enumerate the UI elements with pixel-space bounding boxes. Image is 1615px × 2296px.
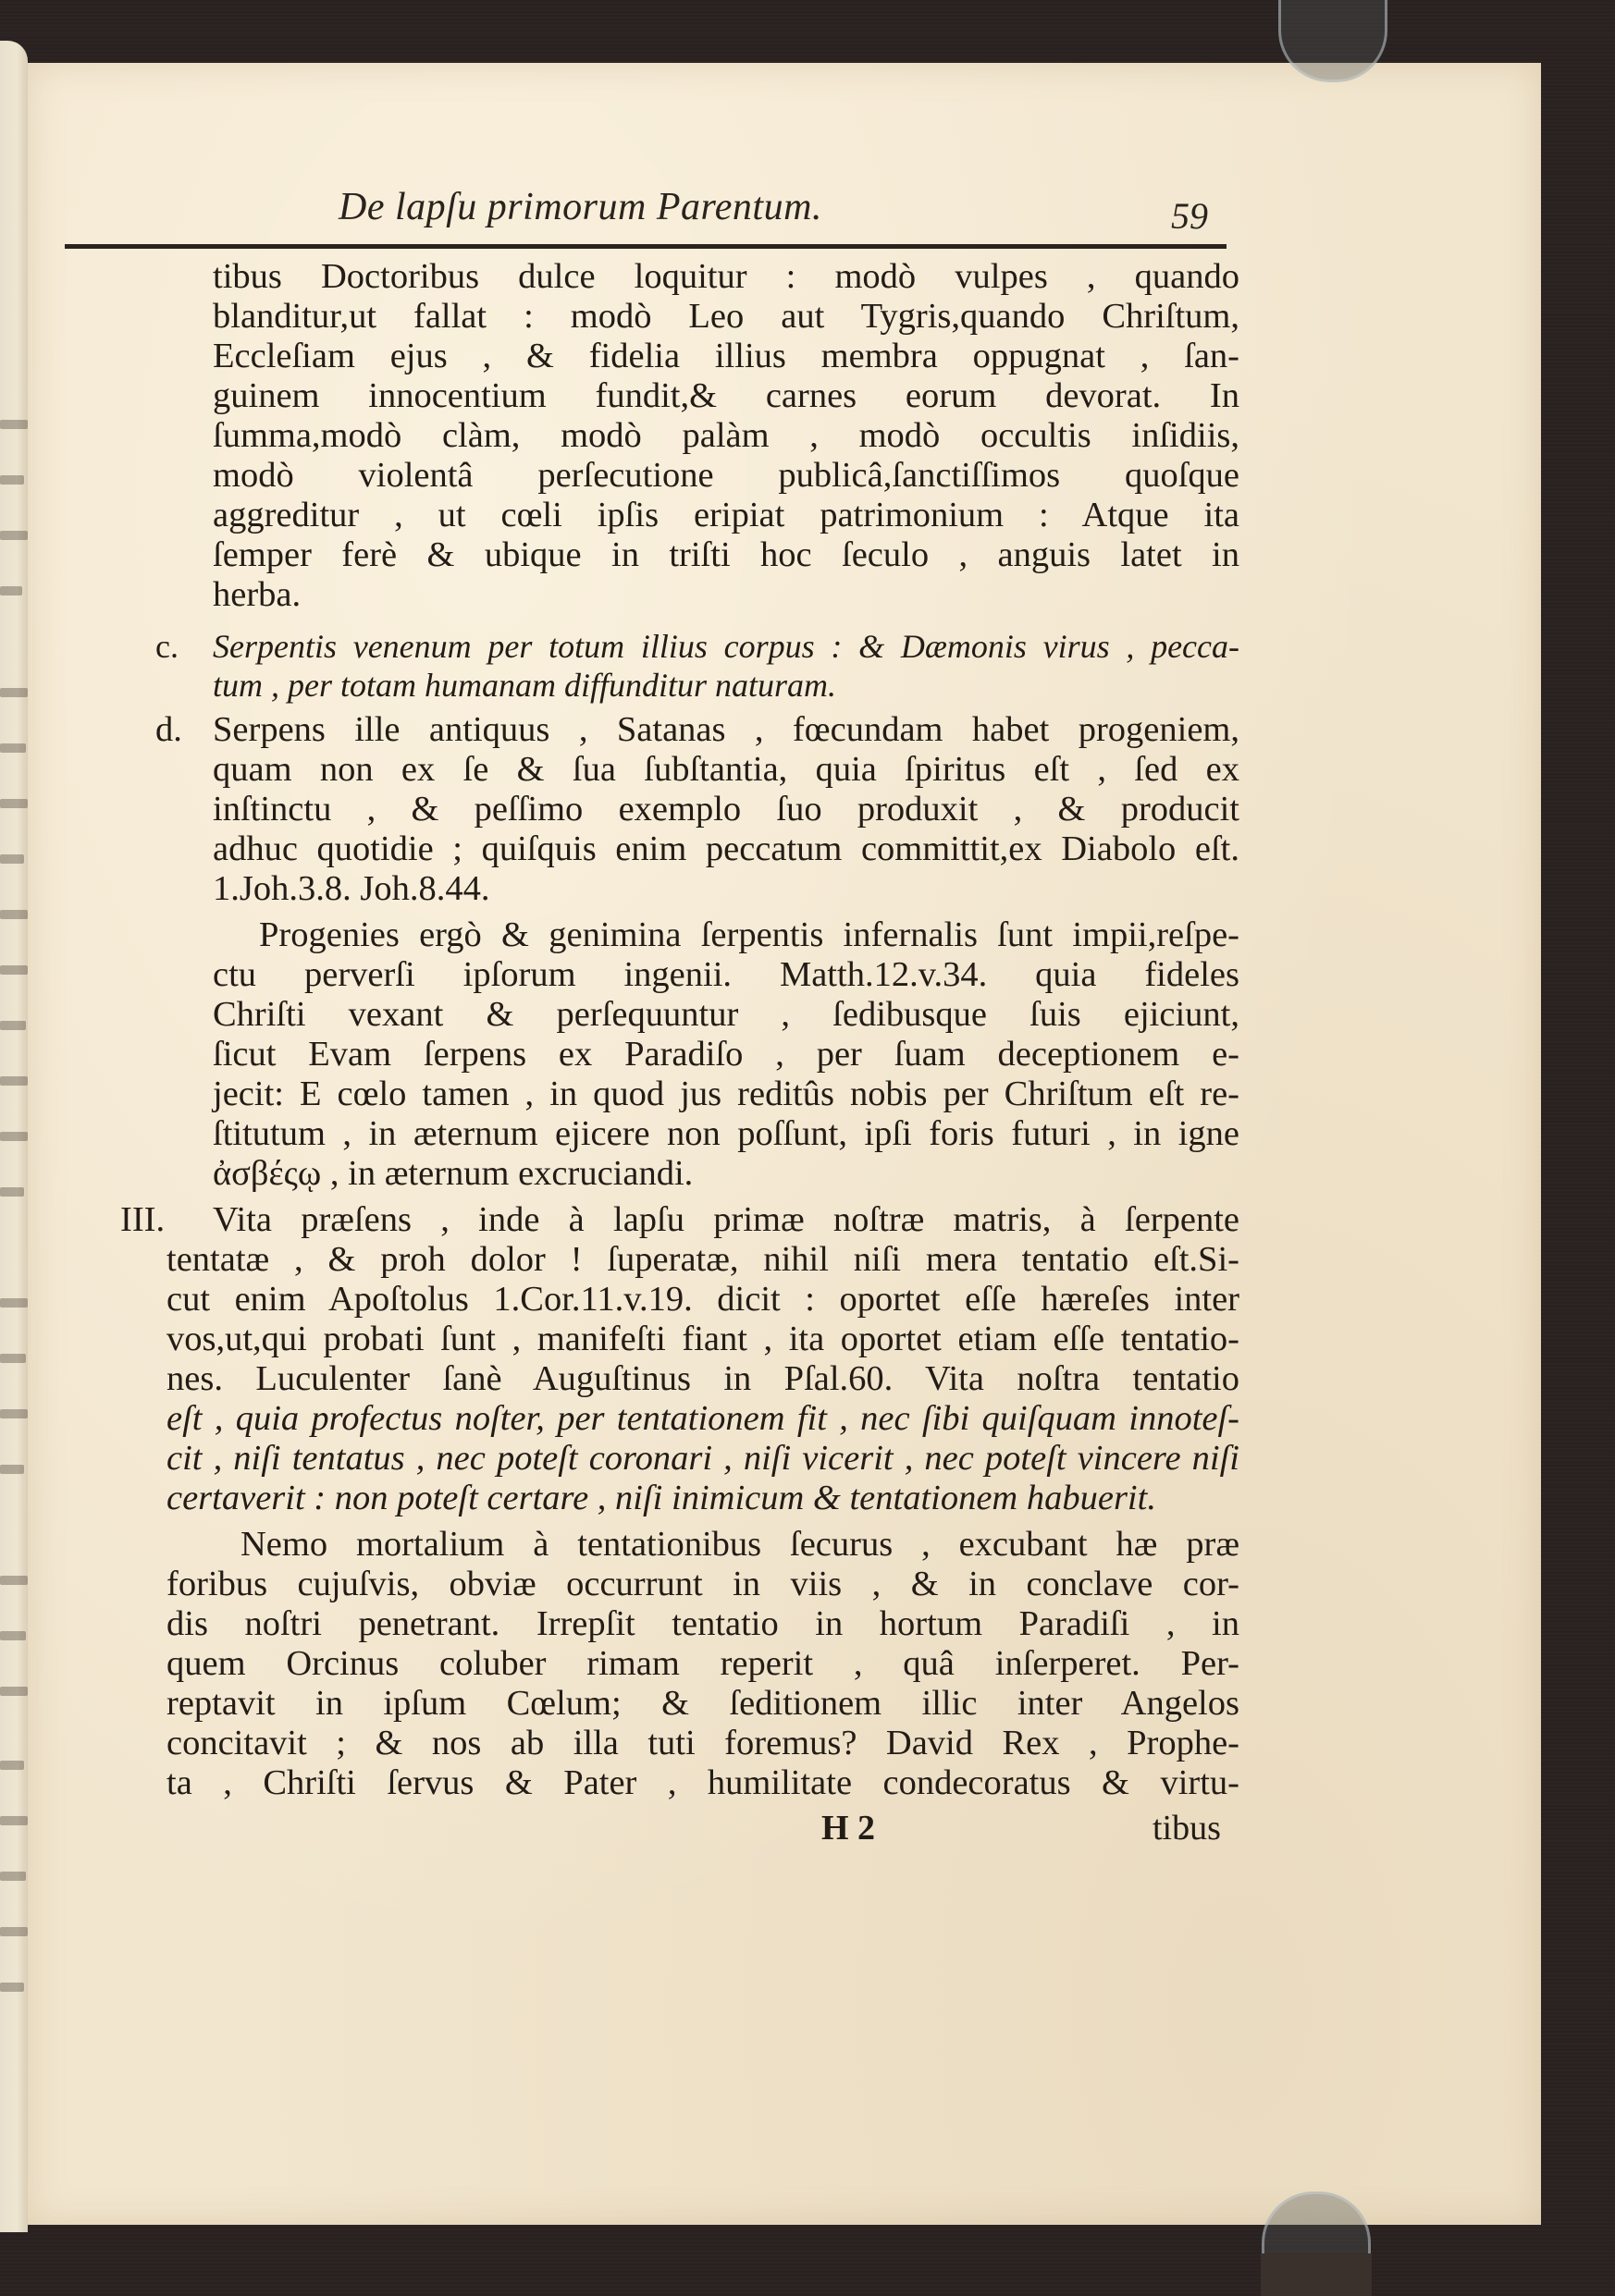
text-line: cut enim Apoſtolus 1.Cor.11.v.19. dicit : oportet eſſe hæreſes inter: [166, 1280, 1239, 1319]
ghost-text-line: [0, 1021, 26, 1030]
ghost-text-line: [0, 1761, 24, 1770]
text-line: Progenies ergò & genimina ſerpentis infernalis ſunt impii,reſpe-: [259, 915, 1239, 954]
ghost-text-line: [0, 1927, 28, 1936]
text-line: cit , niſi tentatus , nec poteſt coronari , niſi vicerit , nec poteſt vincere niſi: [166, 1439, 1239, 1478]
text-line: Serpentis venenum per totum illius corpus : & Dæmonis virus , pecca-: [213, 628, 1239, 665]
text-line: concitavit ; & nos ab illa tuti foremus? David Rex , Prophe-: [166, 1724, 1239, 1762]
text-line: aggreditur , ut cœli ipſis eripiat patrimonium : Atque ita: [213, 496, 1239, 534]
text-line: ta , Chriſti ſervus & Pater , humilitate condecoratus & virtu-: [166, 1763, 1239, 1802]
ghost-text-line: [0, 1687, 28, 1696]
text-line: reptavit in ipſum Cœlum; & ſeditionem illic inter Angelos: [166, 1684, 1239, 1723]
catchword: tibus: [1153, 1809, 1221, 1848]
clip-band: [1261, 2253, 1372, 2296]
text-line: certaverit : non poteſt certare , niſi inimicum & tentationem habuerit.: [166, 1479, 1156, 1517]
ghost-text-line: [0, 1076, 28, 1086]
text-line: eſt , quia profectus noſter, per tentationem fit , nec ſibi quiſquam innoteſ-: [166, 1399, 1239, 1438]
text-line: Nemo mortalium à tentationibus ſecurus , excubant hæ præ: [240, 1525, 1239, 1564]
text-line: ſtitutum , in æternum ejicere non poſſunt, ipſi foris futuri , in igne: [213, 1114, 1239, 1153]
ghost-text-line: [0, 688, 28, 697]
ghost-text-line: [0, 420, 28, 429]
text-line: ἀσβέςῳ , in æternum excruciandi.: [213, 1154, 694, 1193]
ghost-text-line: [0, 475, 24, 485]
text-line: Vita præſens , inde à lapſu primæ noſtræ matris, à ſerpente: [213, 1200, 1239, 1239]
section-marker-III: III.: [120, 1200, 166, 1239]
ghost-text-line: [0, 1298, 28, 1308]
ghost-text-line: [0, 1132, 28, 1141]
text-line: ctu perverſi ipſorum ingenii. Matth.12.v.34. quia fideles: [213, 955, 1239, 994]
ghost-text-line: [0, 1872, 26, 1881]
note-marker-c: c.: [155, 628, 179, 665]
text-line: ſemper ferè & ubique in triſti hoc ſeculo , anguis latet in: [213, 535, 1239, 574]
text-line: herba.: [213, 575, 302, 614]
book-page: [28, 63, 1541, 2225]
text-line: ſumma,modò clàm, modò palàm , modò occultis inſidiis,: [213, 416, 1239, 455]
text-line: Serpens ille antiquus , Satanas , fœcundam habet progeniem,: [213, 710, 1239, 749]
text-line: 1.Joh.3.8. Joh.8.44.: [213, 869, 490, 908]
ghost-text-line: [0, 910, 28, 919]
ghost-text-line: [0, 1187, 24, 1197]
text-line: nes. Luculenter ſanè Auguſtinus in Pſal.60. Vita noſtra tentatio: [166, 1359, 1239, 1398]
ghost-text-line: [0, 1354, 26, 1363]
text-line: tibus Doctoribus dulce loquitur : modò vulpes , quando: [213, 257, 1239, 296]
text-line: modò violentâ perſecutione publicâ,ſanctiſſimos quoſque: [213, 456, 1239, 495]
text-line: tum , per totam humanam diffunditur naturam.: [213, 667, 837, 704]
ghost-text-line: [0, 586, 22, 595]
ghost-text-line: [0, 531, 28, 540]
text-line: dis noſtri penetrant. Irrepſit tentatio in hortum Paradiſi , in: [166, 1604, 1239, 1643]
text-line: inſtinctu , & peſſimo exemplo ſuo produxit , & producit: [213, 790, 1239, 829]
running-head: De lapſu primorum Parentum.: [339, 186, 822, 228]
text-line: quam non ex ſe & ſua ſubſtantia, quia ſpiritus eſt , ſed ex: [213, 750, 1239, 789]
text-line: blanditur,ut fallat : modò Leo aut Tygris,quando Chriſtum,: [213, 297, 1239, 336]
ghost-text-line: [0, 743, 26, 753]
text-line: vos,ut,qui probati ſunt , manifeſti fiant , ita oportet etiam eſſe tentatio-: [166, 1320, 1239, 1358]
text-line: quem Orcinus coluber rimam reperit , quâ inſerperet. Per-: [166, 1644, 1239, 1683]
text-line: guinem innocentium fundit,& carnes eorum devorat. In: [213, 376, 1239, 415]
text-line: Chriſti vexant & perſequuntur , ſedibusque ſuis ejiciunt,: [213, 995, 1239, 1034]
text-line: adhuc quotidie ; quiſquis enim peccatum committit,ex Diabolo eſt.: [213, 829, 1239, 868]
text-line: Eccleſiam ejus , & fidelia illius membra oppugnat , ſan-: [213, 337, 1239, 375]
signature-mark: H 2: [821, 1809, 876, 1848]
ghost-text-line: [0, 1576, 28, 1585]
ghost-text-line: [0, 1816, 28, 1825]
ghost-text-line: [0, 854, 24, 864]
ghost-text-line: [0, 1983, 24, 1992]
text-line: foribus cujuſvis, obviæ occurrunt in viis , & in conclave cor-: [166, 1565, 1239, 1603]
ghost-text-line: [0, 1631, 26, 1640]
body-text: [28, 63, 1541, 2225]
text-line: jecit: E cœlo tamen , in quod jus reditûs nobis per Chriſtum eſt re-: [213, 1074, 1239, 1113]
ghost-text-line: [0, 1465, 24, 1474]
page-number: 59: [1171, 195, 1208, 237]
page-clip-bottom: [1262, 2192, 1371, 2296]
ghost-text-line: [0, 799, 28, 808]
text-line: tentatæ , & proh dolor ! ſuperatæ, nihil niſi mera tentatio eſt.Si-: [166, 1240, 1239, 1279]
note-marker-d: d.: [155, 710, 182, 749]
facing-page-edge: [0, 41, 28, 2232]
ghost-text-line: [0, 1409, 28, 1418]
text-line: ſicut Evam ſerpens ex Paradiſo , per ſuam deceptionem e-: [213, 1035, 1239, 1074]
ghost-text-line: [0, 965, 28, 975]
